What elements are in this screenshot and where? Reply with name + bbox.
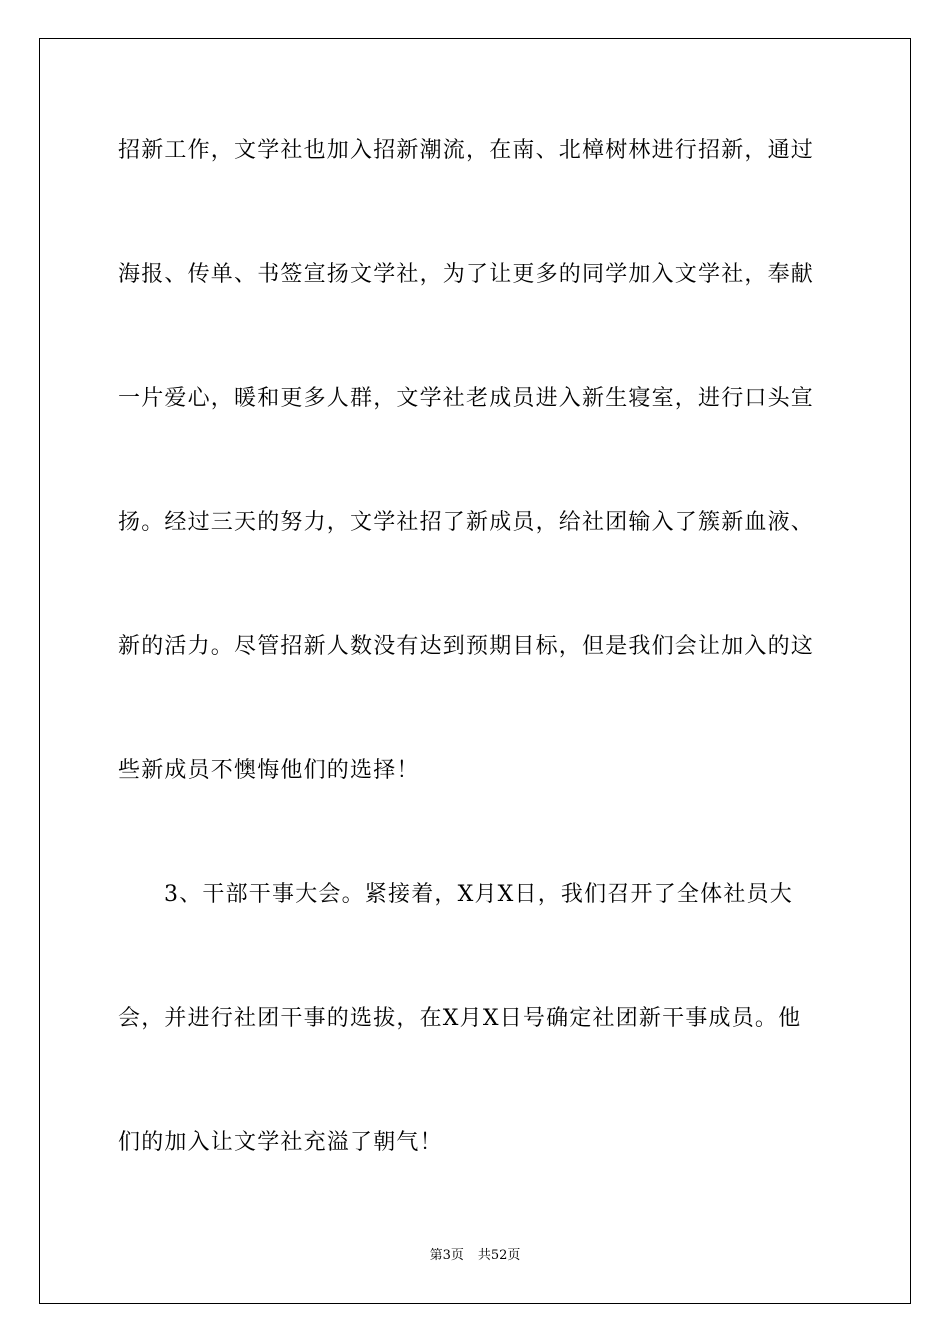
- body-text-line: 些新成员不懊悔他们的选择！: [118, 758, 420, 783]
- body-text-line: 新的活力。尽管招新人数没有达到预期目标，但是我们会让加入的这: [118, 634, 815, 659]
- total-pages: 共52页: [477, 1248, 521, 1263]
- body-text-line: 招新工作，文学社也加入招新潮流，在南、北樟树林进行招新，通过: [118, 138, 815, 163]
- page-border: [39, 38, 911, 1304]
- body-text-line: 会，并进行社团干事的选拔，在X月X日号确定社团新干事成员。他: [118, 1006, 802, 1031]
- body-text-line: 海报、传单、书签宣扬文学社，为了让更多的同学加入文学社，奉献: [118, 262, 815, 287]
- body-text-line: 们的加入让文学社充溢了朝气！: [118, 1130, 443, 1155]
- page-number: 第3页: [429, 1248, 464, 1263]
- page-footer: [0, 1248, 950, 1264]
- body-text-line: 扬。经过三天的努力，文学社招了新成员，给社团输入了簇新血液、: [118, 510, 815, 535]
- body-text-line: 一片爱心，暖和更多人群，文学社老成员进入新生寝室，进行口头宣: [118, 386, 815, 411]
- paragraph-heading-line: 3、干部干事大会。紧接着，X月X日，我们召开了全体社员大: [164, 882, 793, 907]
